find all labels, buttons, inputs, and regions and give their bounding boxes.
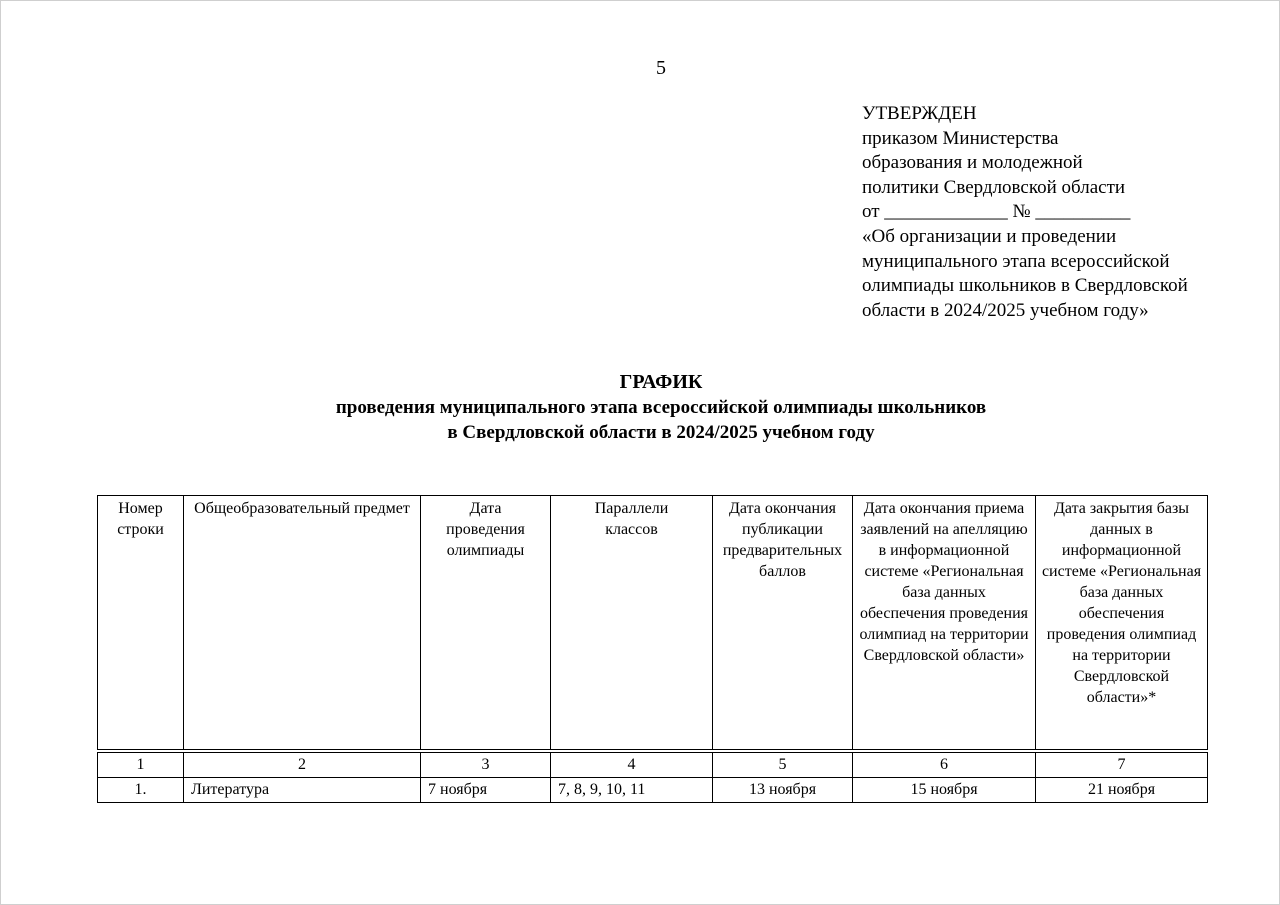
approval-line: от _____________ № __________ xyxy=(862,201,1131,223)
column-number: 2 xyxy=(184,753,421,778)
document-title xyxy=(0,370,1280,445)
approval-line: «Об организации и проведении xyxy=(862,225,1117,247)
column-number: 5 xyxy=(713,753,853,778)
olympiad-date-cell: 7 ноября xyxy=(421,778,551,803)
schedule-header-table xyxy=(97,495,1208,750)
header-cell-appeal-end: Дата окончания приема заявлений на апелляцию в информационной системе «Региональная база данных обеспечения проведения олимпиад на территории Свердловской области» xyxy=(853,496,1036,750)
header-cell-olympiad-date: Дата проведения олимпиады xyxy=(421,496,551,750)
approval-line: УТВЕРЖДЕН xyxy=(862,103,977,124)
title-main: ГРАФИК xyxy=(619,371,703,393)
column-number: 4 xyxy=(551,753,713,778)
column-number-row xyxy=(98,753,1208,778)
approval-line: области в 2024/2025 учебном году» xyxy=(862,299,1149,321)
grades-cell: 7, 8, 9, 10, 11 xyxy=(551,778,713,803)
approval-line: олимпиады школьников в Свердловской xyxy=(862,275,1188,297)
table-row xyxy=(98,778,1208,803)
title-line-2: проведения муниципального этапа всероссийской олимпиады школьников xyxy=(335,397,987,418)
approval-line: политики Свердловской области xyxy=(862,176,1126,198)
publication-end-cell: 13 ноября xyxy=(713,778,853,803)
title-line-3: в Свердловской области в 2024/2025 учебном году xyxy=(447,422,875,443)
header-cell-grades: Параллели классов xyxy=(551,496,713,750)
column-number: 6 xyxy=(853,753,1036,778)
page-number: 5 xyxy=(656,57,666,79)
header-cell-db-close: Дата закрытия базы данных в информационной системе «Региональная база данных обеспечения проведения олимпиад на территории Свердловской области»* xyxy=(1036,496,1208,750)
approval-line: приказом Министерства xyxy=(862,127,1059,149)
column-number: 7 xyxy=(1036,753,1208,778)
schedule-body-table xyxy=(97,752,1208,803)
header-cell-publication-end: Дата окончания публикации предварительных баллов xyxy=(713,496,853,750)
subject-cell: Литература xyxy=(184,778,421,803)
row-number-cell: 1. xyxy=(98,778,184,803)
header-cell-subject: Общеобразовательный предмет xyxy=(184,496,421,750)
header-cell-row-number: Номер строки xyxy=(98,496,184,750)
appeal-end-cell: 15 ноября xyxy=(853,778,1036,803)
column-number: 3 xyxy=(421,753,551,778)
approval-line: муниципального этапа всероссийской xyxy=(862,250,1170,272)
approval-line: образования и молодежной xyxy=(862,152,1083,174)
header-row xyxy=(98,496,1208,750)
column-number: 1 xyxy=(98,753,184,778)
approval-stamp xyxy=(862,102,1272,323)
db-close-cell: 21 ноября xyxy=(1036,778,1208,803)
